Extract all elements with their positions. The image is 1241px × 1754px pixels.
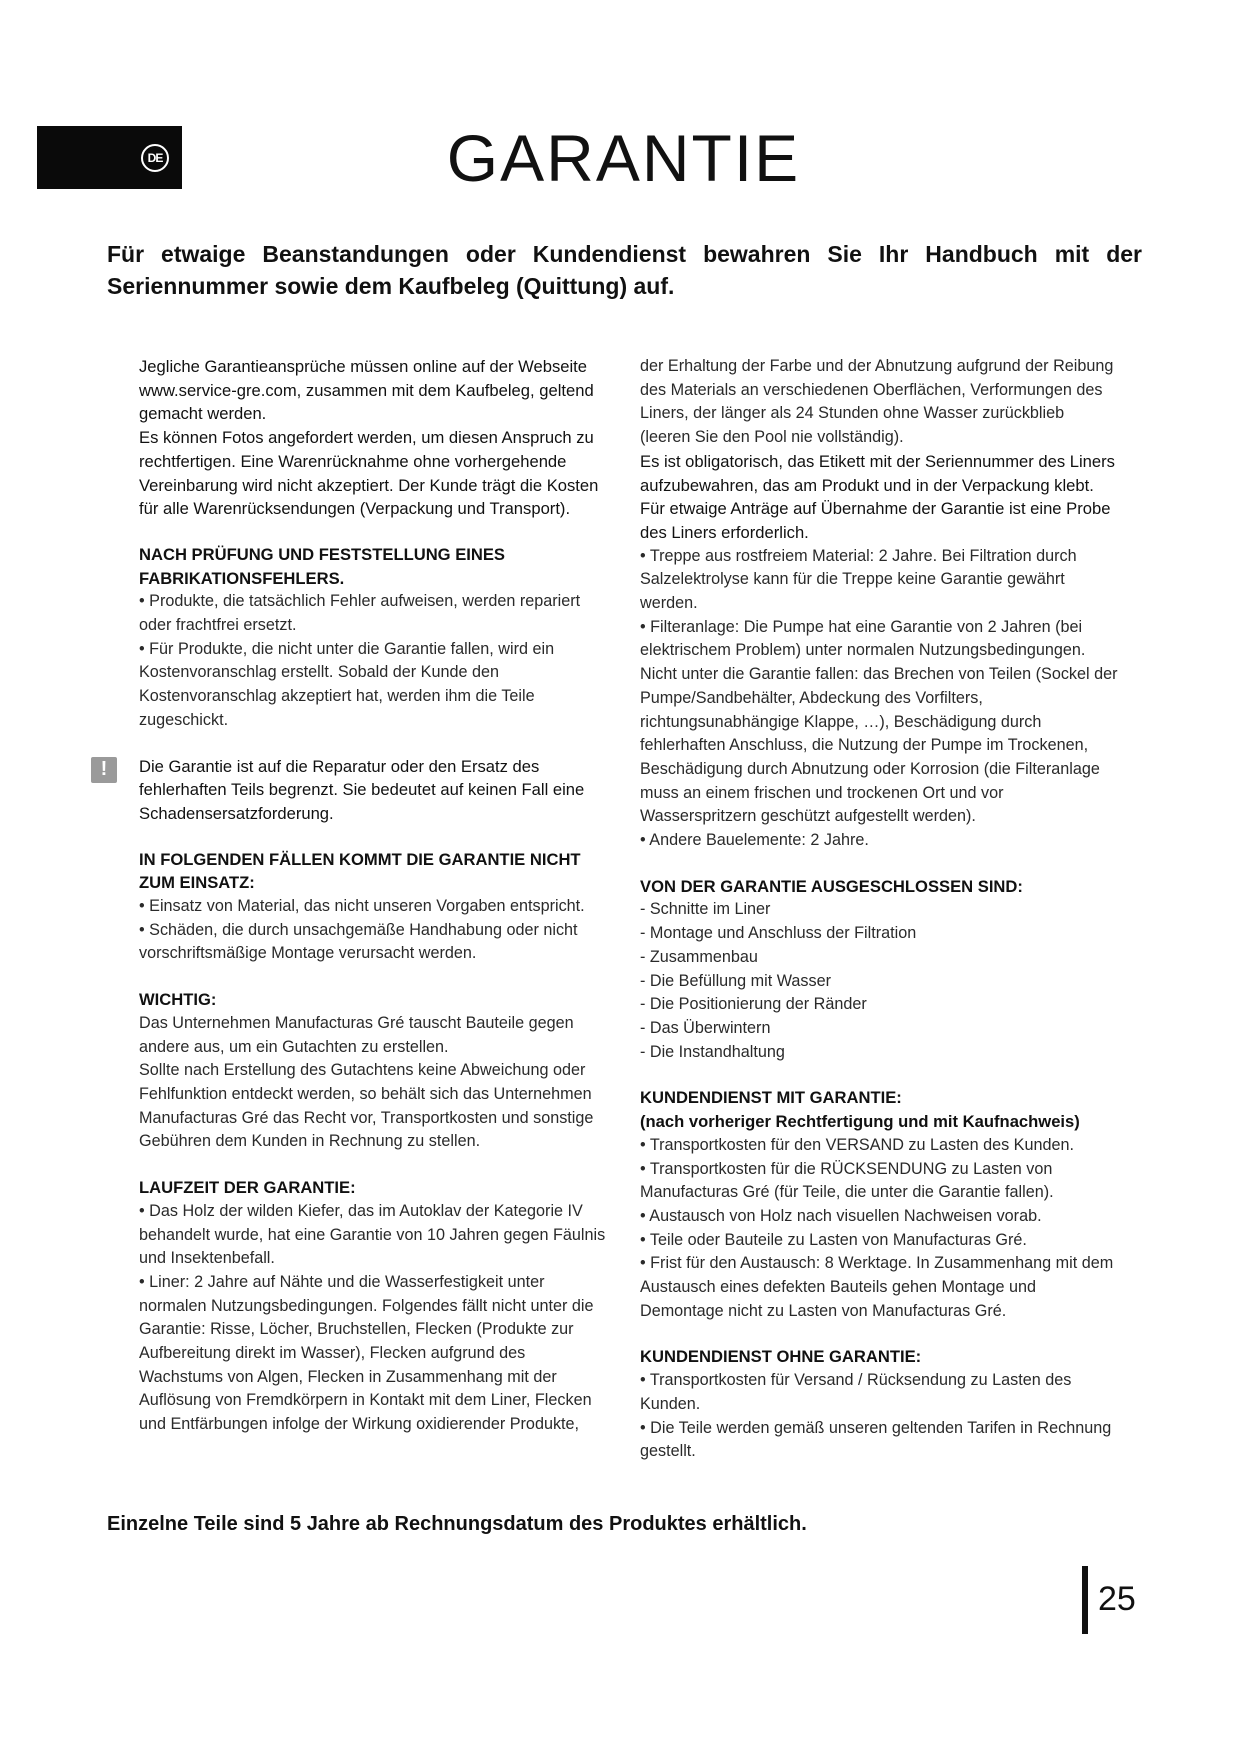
section-heading-important: WICHTIG:: [139, 990, 217, 1010]
page-number-bar: [1082, 1566, 1088, 1634]
warning-note: [100, 755, 609, 826]
list-item: - Zusammenbau: [640, 947, 758, 966]
photos-paragraph: Es können Fotos angefordert werden, um diesen Anspruch zu rechtfertigen. Eine Warenrücknahme ohne vorhergehende Vereinbarung wird nicht akzeptiert. Der Kunde trägt die Kosten für alle Warenrücksendungen (Verpackung und Transport).: [139, 428, 599, 519]
left-column: [100, 355, 609, 1437]
list-item: • Die Teile werden gemäß unseren geltenden Tarifen in Rechnung gestellt.: [640, 1418, 1112, 1461]
section-heading-service-no-warranty: KUNDENDIENST OHNE GARANTIE:: [640, 1347, 922, 1367]
page-number: 25: [1098, 1580, 1136, 1618]
section-heading-excluded: VON DER GARANTIE AUSGESCHLOSSEN SIND:: [640, 876, 1023, 896]
right-column: [640, 355, 1118, 1464]
page-title: GARANTIE: [446, 121, 801, 195]
list-item: • Frist für den Austausch: 8 Werktage. In Zusammenhang mit dem Austausch eines defekten Bauteils gehen Montage und Demontage nicht zu Lasten von Manufacturas Gré.: [640, 1254, 1114, 1320]
list-item: • Für Produkte, die nicht unter die Garantie fallen, wird ein Kostenvoranschlag erstellt. Sobald der Kunde den Kostenvoranschlag akzeptiert hat, werden ihm die Teile zugeschickt.: [139, 639, 555, 729]
liner-continued: der Erhaltung der Farbe und der Abnutzung aufgrund der Reibung des Materials an verschiedenen Oberflächen, Verformungen des Liners, der länger als 24 Stunden ohne Wasser zurückblieb (leeren Sie den Pool nie vollständig).: [640, 357, 1114, 447]
section-heading-exclusions: IN FOLGENDEN FÄLLEN KOMMT DIE GARANTIE NICHT ZUM EINSATZ:: [139, 849, 581, 893]
exclamation-icon: !: [91, 757, 117, 783]
footer-note: Einzelne Teile sind 5 Jahre ab Rechnungsdatum des Produktes erhältlich.: [107, 1513, 807, 1535]
claims-paragraph: Jegliche Garantieansprüche müssen online auf der Webseite www.service-gre.com, zusammen mit dem Kaufbeleg, geltend gemacht werden.: [139, 357, 594, 424]
list-item: - Montage und Anschluss der Filtration: [640, 924, 917, 943]
list-item: • Filteranlage: Die Pumpe hat eine Garantie von 2 Jahren (bei elektrischem Problem) unter normalen Nutzungsbedingungen. Nicht unter die Garantie fallen: das Brechen von Teilen (Sockel der Pumpe/Sandbehälter, Abdeckung des Vorfilters, richtungsunabhängige Klappe, …), Beschädigung durch fehlerhaften Anschluss, die Nutzung der Pumpe im Trockenen, Beschädigung durch Abnutzung oder Korrosion (die Filteranlage muss an einem frischen und trockenen Ort und vor Wasserspritzern geschützt aufgestellt werden).: [640, 617, 1118, 826]
list-item: • Teile oder Bauteile zu Lasten von Manufacturas Gré.: [640, 1230, 1027, 1249]
important-paragraph: Das Unternehmen Manufacturas Gré tauscht Bauteile gegen andere aus, um ein Gutachten zu erstellen.: [139, 1013, 574, 1056]
list-item: • Transportkosten für die RÜCKSENDUNG zu Lasten von Manufacturas Gré (für Teile, die unter die Garantie fallen).: [640, 1159, 1054, 1202]
list-item: • Produkte, die tatsächlich Fehler aufweisen, werden repariert oder frachtfrei ersetzt.: [139, 592, 581, 635]
list-item: - Das Überwintern: [640, 1018, 771, 1037]
warning-text: Die Garantie ist auf die Reparatur oder den Ersatz des fehlerhaften Teils begrenzt. Sie bedeutet auf keinen Fall eine Schadensersatzforderung.: [139, 756, 585, 823]
section-heading-duration: LAUFZEIT DER GARANTIE:: [139, 1178, 356, 1198]
list-item: • Schäden, die durch unsachgemäße Handhabung oder nicht vorschriftsmäßige Montage verursacht werden.: [139, 920, 578, 963]
section-heading-service-warranty: KUNDENDIENST MIT GARANTIE:: [640, 1088, 902, 1108]
list-item: - Die Befüllung mit Wasser: [640, 971, 832, 990]
list-item: • Das Holz der wilden Kiefer, das im Autoklav der Kategorie IV behandelt wurde, hat eine Garantie von 10 Jahren gegen Fäulnis und Insektenbefall.: [139, 1201, 606, 1268]
list-item: • Liner: 2 Jahre auf Nähte und die Wasserfestigkeit unter normalen Nutzungsbedingungen. Folgendes fällt nicht unter die Garantie: Risse, Löcher, Bruchstellen, Flecken (Produkte zur Aufbereitung direkt im Wasser), Flecken aufgrund des Wachstums von Algen, Flecken in Zusammenhang mit der Auflösung von Fremdkörpern in Kontakt mit dem Liner, Flecken und Entfärbungen infolge der Wirkung oxidierender Produkte,: [139, 1272, 594, 1434]
list-item: • Transportkosten für den VERSAND zu Lasten des Kunden.: [640, 1135, 1074, 1154]
label-paragraph: Es ist obligatorisch, das Etikett mit der Seriennummer des Liners aufzubewahren, das am Produkt und in der Verpackung klebt. Für etwaige Anträge auf Übernahme der Garantie ist eine Probe des Liners erforderlich.: [640, 451, 1115, 542]
list-item: - Die Positionierung der Ränder: [640, 995, 867, 1014]
list-item: - Die Instandhaltung: [640, 1042, 785, 1061]
list-item: • Treppe aus rostfreiem Material: 2 Jahre. Bei Filtration durch Salzelektrolyse kann für die Treppe keine Garantie gewährt werden.: [640, 546, 1077, 613]
list-item: • Andere Bauelemente: 2 Jahre.: [640, 831, 869, 850]
section-heading-defect: NACH PRÜFUNG UND FESTSTELLUNG EINES FABRIKATIONSFEHLERS.: [139, 544, 505, 588]
list-item: • Transportkosten für Versand / Rücksendung zu Lasten des Kunden.: [640, 1371, 1072, 1413]
list-item: • Einsatz von Material, das nicht unseren Vorgaben entspricht.: [139, 897, 585, 916]
intro-text: Für etwaige Beanstandungen oder Kundendienst bewahren Sie Ihr Handbuch mit der Seriennummer sowie dem Kaufbeleg (Quittung) auf.: [107, 241, 1142, 299]
list-item: - Schnitte im Liner: [640, 900, 771, 919]
important-paragraph: Sollte nach Erstellung des Gutachtens keine Abweichung oder Fehlfunktion entdeckt werden, so behält sich das Unternehmen Manufacturas Gré das Recht vor, Transportkosten und sonstige Gebühren dem Kunden in Rechnung zu stellen.: [139, 1061, 594, 1151]
list-item: • Austausch von Holz nach visuellen Nachweisen vorab.: [640, 1206, 1042, 1225]
section-subheading-service-warranty: (nach vorheriger Rechtfertigung und mit Kaufnachweis): [640, 1112, 1080, 1132]
language-badge: DE: [141, 144, 169, 172]
